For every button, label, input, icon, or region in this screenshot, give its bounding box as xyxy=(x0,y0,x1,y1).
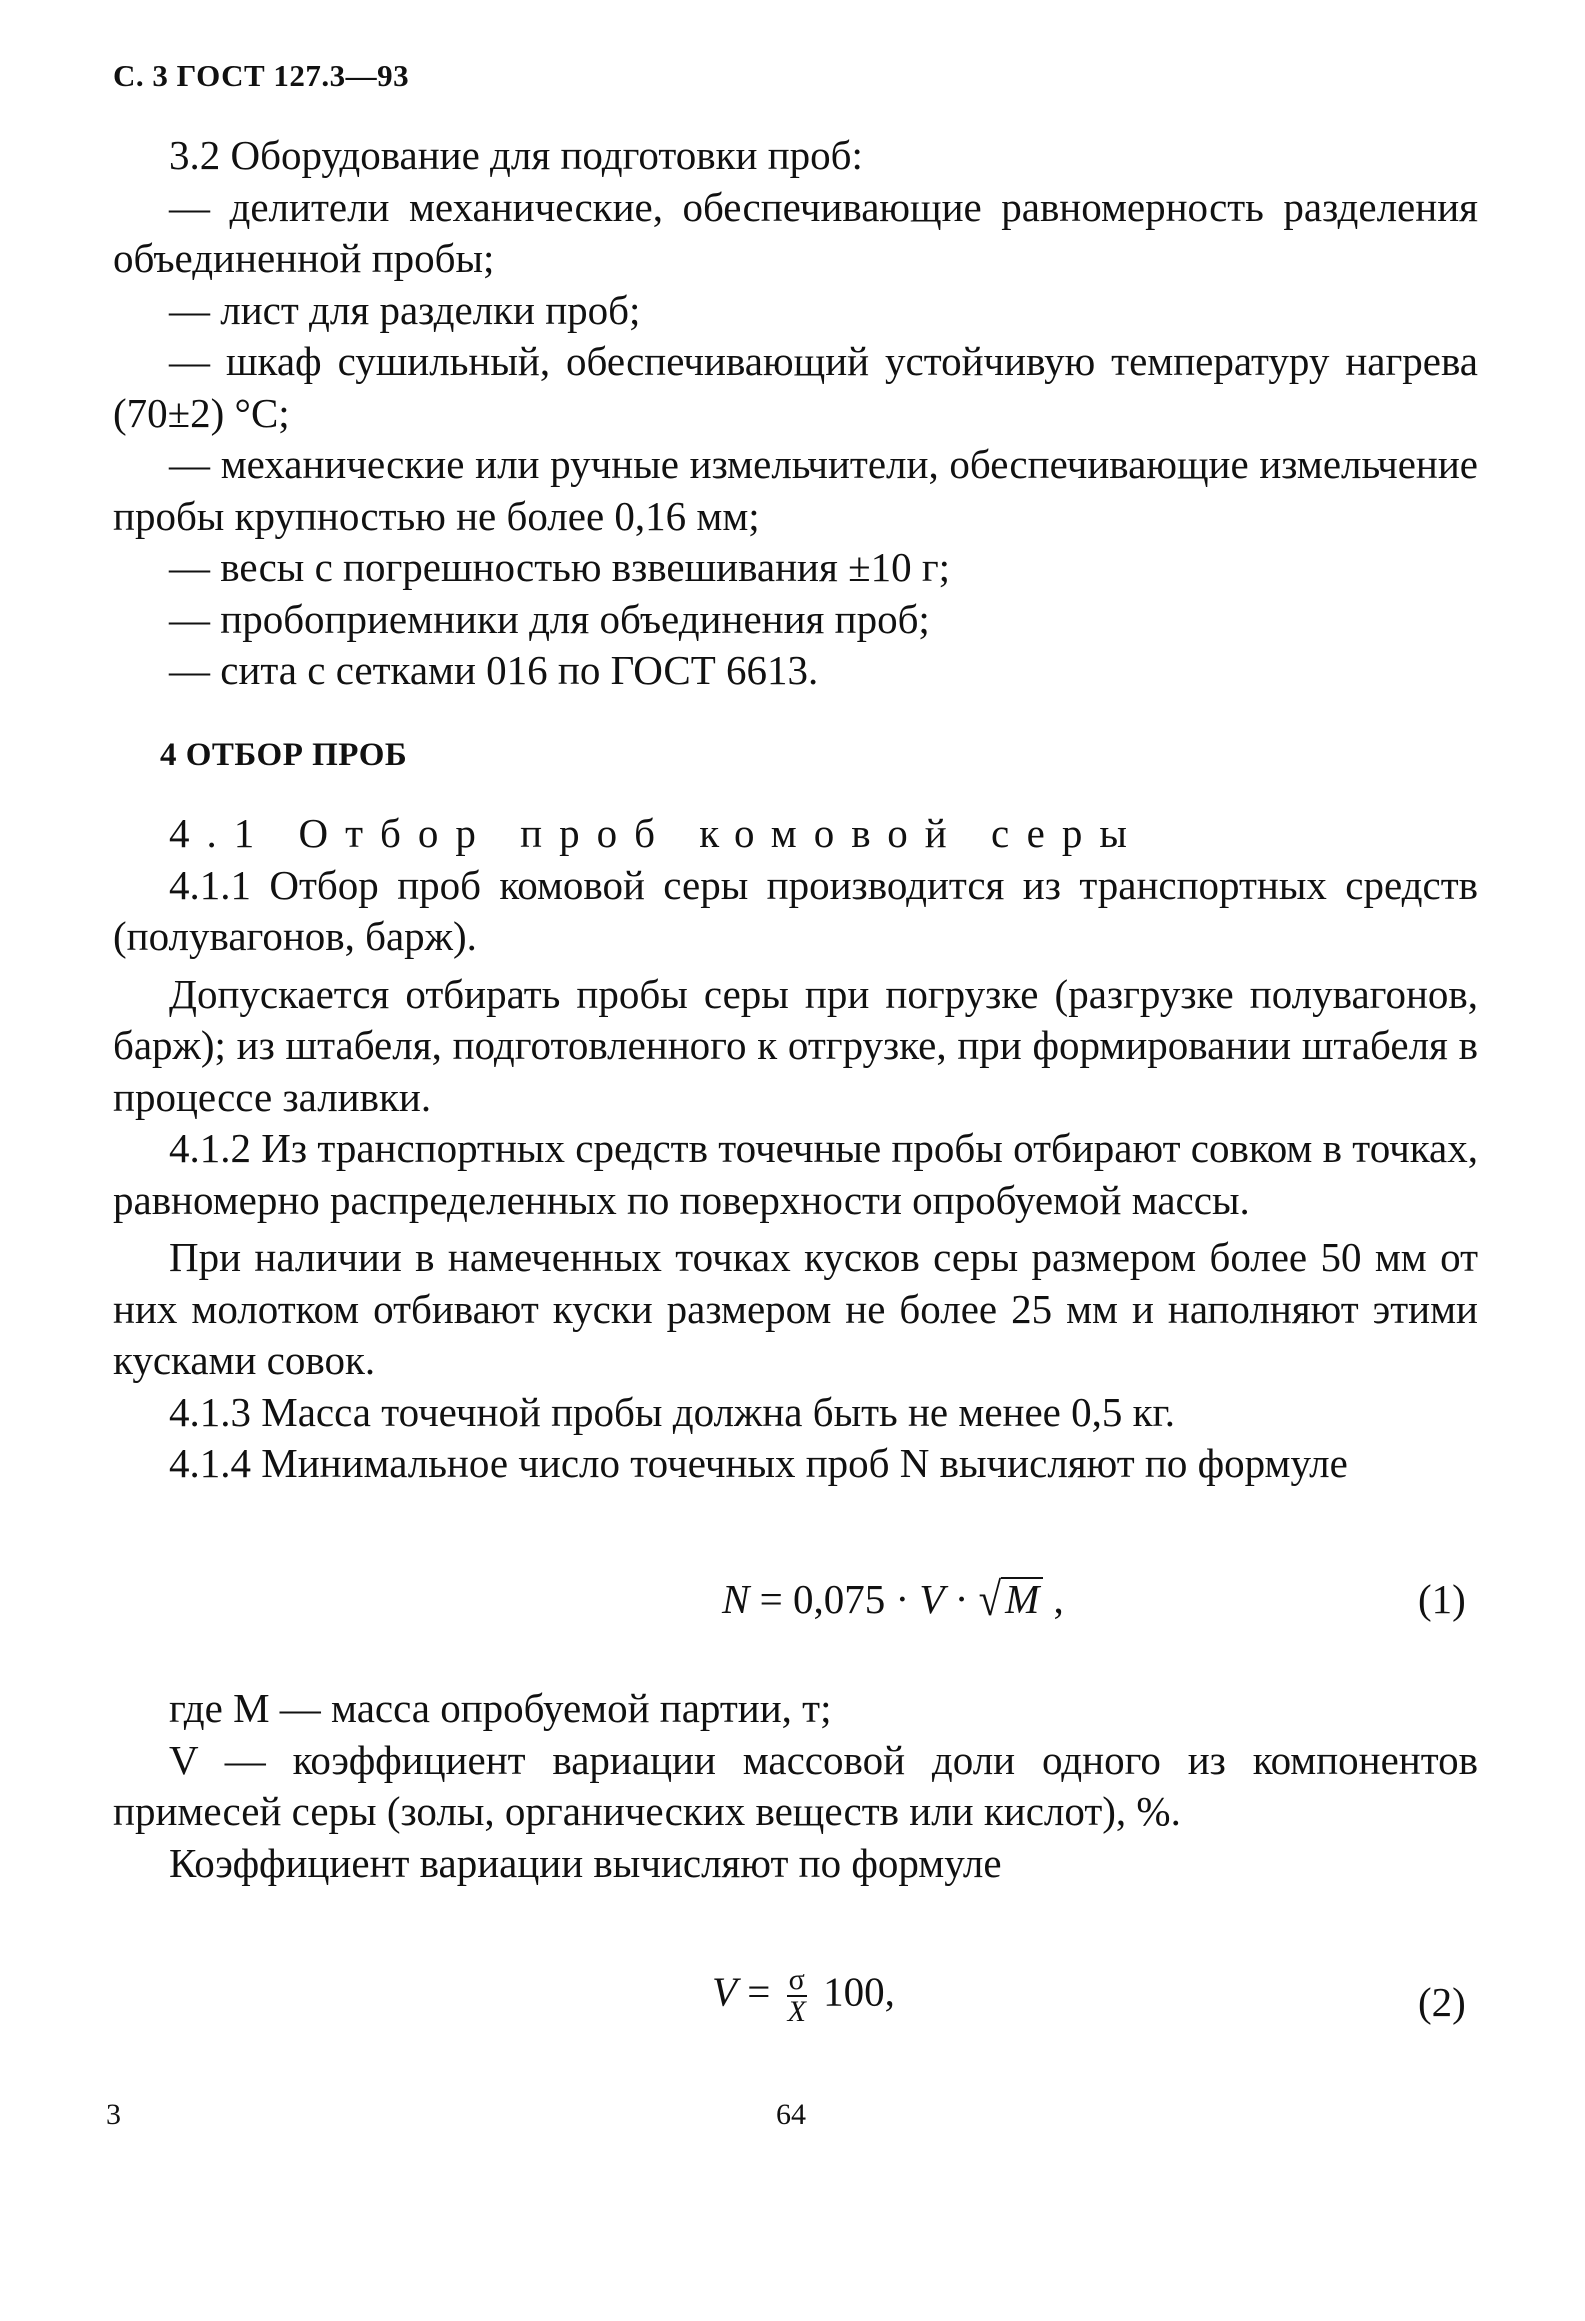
sqrt-icon: √ xyxy=(978,1572,1002,1626)
list-item: — механические или ручные измельчители, обеспечивающие измельчение пробы крупностью не более 0,16 мм; xyxy=(113,441,1478,539)
fraction-denominator: X xyxy=(787,1995,806,2028)
formula-variable: N xyxy=(722,1576,750,1622)
paragraph: 4.1.1 Отбор проб комовой серы производится из транспортных средств (полувагонов, барж). xyxy=(113,861,1478,959)
fraction xyxy=(787,1965,807,2027)
paragraph: 4.1.3 Масса точечной пробы должна быть не менее 0,5 кг. xyxy=(169,1388,1175,1435)
definitions-block xyxy=(113,1683,1478,1889)
formula-text: , xyxy=(1043,1576,1064,1622)
section-heading: 4 ОТБОР ПРОБ xyxy=(160,737,408,773)
equipment-block xyxy=(113,130,1478,697)
paragraph: Коэффициент вариации вычисляют по формуле xyxy=(169,1839,1002,1886)
subsection-heading: 4.1 Отбор проб комовой серы xyxy=(169,810,1144,856)
list-item: — пробоприемники для объединения проб; xyxy=(169,595,930,642)
paragraph: При наличии в намеченных точках кусков серы размером более 50 мм от них молотком отбивают куски размером не более 25 мм и наполняют этими кусками совок. xyxy=(113,1234,1478,1383)
equation-number: (1) xyxy=(1418,1576,1466,1622)
formula-variable: M xyxy=(1005,1576,1040,1622)
page-header: С. 3 ГОСТ 127.3—93 xyxy=(113,58,410,93)
paragraph: 4.1.2 Из транспортных средств точечные пробы отбирают совком в точках, равномерно распределенных по поверхности опробуемой массы. xyxy=(113,1125,1478,1223)
formula-variable: V xyxy=(919,1576,945,1622)
sampling-block xyxy=(113,808,1478,1490)
paragraph: V — коэффициент вариации массовой доли одного из компонентов примесей серы (золы, органических веществ или кислот), %. xyxy=(113,1736,1478,1834)
paragraph: где M — масса опробуемой партии, т; xyxy=(169,1685,832,1731)
list-item: — сита с сетками 016 по ГОСТ 6613. xyxy=(169,647,819,693)
fraction-numerator: σ xyxy=(788,1963,805,1996)
footer-mark: 3 xyxy=(106,2098,121,2131)
formula-text: 100, xyxy=(812,1968,895,2015)
list-item: — делители механические, обеспечивающие равномерность разделения объединенной пробы; xyxy=(113,183,1478,281)
paragraph: Допускается отбирать пробы серы при погрузке (разгрузке полувагонов, барж); из штабеля, подготовленного к отгрузке, при формировании штабеля в процессе заливки. xyxy=(113,970,1478,1120)
paragraph: 4.1.4 Минимальное число точечных проб N вычисляют по формуле xyxy=(169,1440,1348,1486)
paragraph: 3.2 Оборудование для подготовки проб: xyxy=(169,132,863,178)
list-item: — весы с погрешностью взвешивания ±10 г; xyxy=(169,544,951,590)
equation-number: (2) xyxy=(1418,1979,1466,2025)
page-number: 64 xyxy=(776,2098,806,2131)
formula-text: = 0,075 · xyxy=(749,1576,920,1622)
formula-2 xyxy=(712,1965,895,2027)
formula-1 xyxy=(722,1572,1064,1626)
formula-text: = xyxy=(737,1968,781,2015)
list-item: — лист для разделки проб; xyxy=(169,286,641,333)
formula-text: · xyxy=(944,1576,979,1622)
list-item: — шкаф сушильный, обеспечивающий устойчивую температуру нагрева (70±2) °С; xyxy=(113,338,1478,436)
formula-variable: V xyxy=(712,1968,738,2015)
